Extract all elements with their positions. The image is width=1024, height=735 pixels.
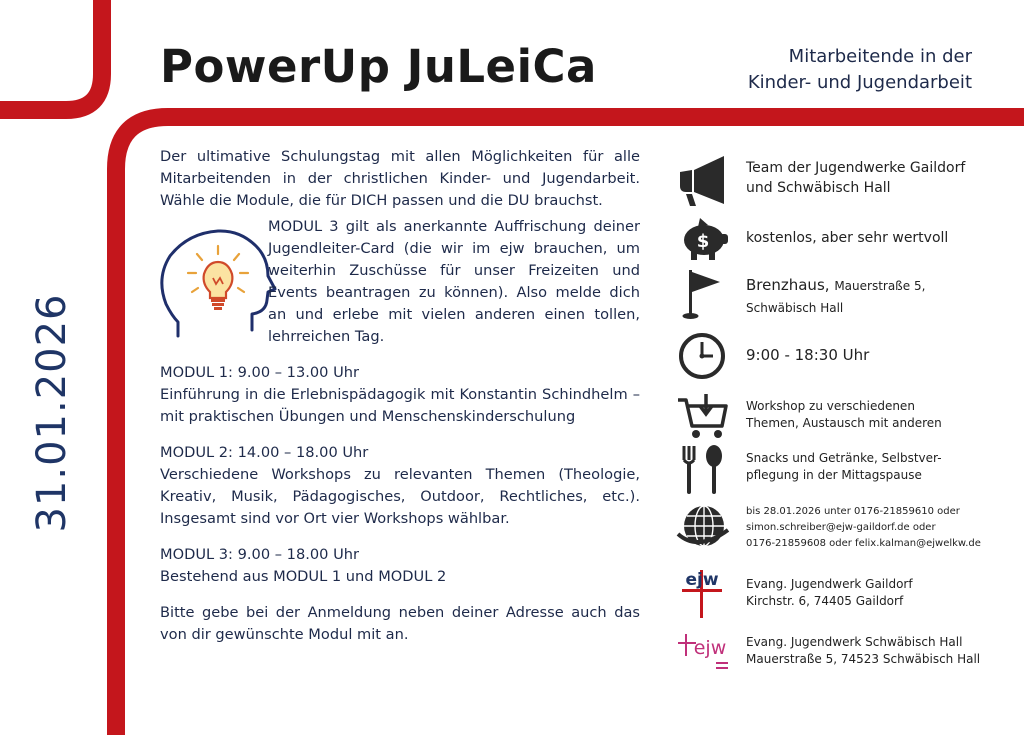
team-text xyxy=(746,158,965,198)
contact-line-3: 0176-21859608 oder felix.kalman@ejwelkw.de xyxy=(746,538,981,549)
org-hall-address: Mauerstraße 5, 74523 Schwäbisch Hall xyxy=(746,652,981,666)
time-text: 9:00 - 18:30 Uhr xyxy=(746,346,870,364)
closing-text: Bitte gebe bei der Anmeldung neben deiner Adresse auch das von dir gewünschte Modul mit an. xyxy=(160,604,640,643)
org-gaildorf-address: Kirchstr. 6, 74405 Gaildorf xyxy=(746,594,904,608)
subtitle-line-2: Kinder- und Jugendarbeit xyxy=(747,72,972,93)
modul2-title: MODUL 2: 14.00 – 18.00 Uhr xyxy=(160,444,369,461)
location-name: Brenzhaus, xyxy=(746,276,830,294)
contact-text xyxy=(746,504,981,552)
piggy-bank-icon xyxy=(676,210,732,266)
location-text xyxy=(746,274,925,319)
workshop-text xyxy=(746,398,942,432)
modul3-title: MODUL 3: 9.00 – 18.00 Uhr xyxy=(160,546,360,563)
contact-line-1: bis 28.01.2026 unter 0176-21859610 oder xyxy=(746,506,960,517)
cost-text: kostenlos, aber sehr wertvoll xyxy=(746,230,949,246)
frame-top-left-curve xyxy=(0,0,102,110)
team-line-1: Team der Jugendwerke Gaildorf xyxy=(746,160,966,176)
location-street: Mauerstraße 5, xyxy=(834,279,926,293)
contact-line-2: simon.schreiber@ejw-gaildorf.de oder xyxy=(746,522,936,533)
org-gaildorf-text xyxy=(746,576,913,610)
modul1-title: MODUL 1: 9.00 – 13.00 Uhr xyxy=(160,364,360,381)
megaphone-icon xyxy=(676,152,732,208)
org-gaildorf-name: Evang. Jugendwerk Gaildorf xyxy=(746,577,913,591)
modul1-text: Einführung in die Erlebnispädagogik mit Konstantin Schindhelm – mit praktischen Übungen und Menschenskinderschulung xyxy=(160,386,640,425)
page-title: PowerUp JuLeiCa xyxy=(160,40,597,93)
subtitle-line-1: Mitarbeitende in der xyxy=(788,46,972,67)
ejw-hall-logo xyxy=(676,626,732,682)
clock-icon xyxy=(676,328,732,384)
workshop-line-2: Themen, Austausch mit anderen xyxy=(746,416,942,430)
cart-download-icon xyxy=(676,390,732,446)
modul2-text: Verschiedene Workshops zu relevanten Themen (Theologie, Kreativ, Musik, Pädagogisches, Outdoor, Rechtliches, etc.). Insgesamt sind vor Ort vier Workshops wählbar. xyxy=(160,466,640,527)
page-subtitle xyxy=(748,44,972,96)
intro-text: Der ultimative Schulungstag mit allen Möglichkeiten für alle Mitarbeitenden in der christlichen Kinder- und Jugendarbeit. Wähle die Module, die für DICH passen und die DU brauchst. xyxy=(160,148,640,209)
svg-text:$: $ xyxy=(696,231,710,252)
fork-spoon-icon xyxy=(676,442,732,498)
ejw-gaildorf-logo xyxy=(676,566,732,622)
org-hall-name: Evang. Jugendwerk Schwäbisch Hall xyxy=(746,635,963,649)
head-lightbulb-icon xyxy=(158,218,282,342)
org-hall-text xyxy=(746,634,980,668)
location-city: Schwäbisch Hall xyxy=(746,301,844,315)
ejw-hall-logo-text: ejw xyxy=(693,637,727,659)
globe-icon xyxy=(676,500,732,556)
food-text xyxy=(746,450,942,484)
modul3-note-block xyxy=(160,216,640,345)
ejw-logo-text: ejw xyxy=(685,570,719,590)
description-column xyxy=(160,146,640,661)
location-line-1 xyxy=(746,274,925,297)
modul3-text: Bestehend aus MODUL 1 und MODUL 2 xyxy=(160,568,447,585)
food-line-2: pflegung in der Mittagspause xyxy=(746,468,922,482)
modul3-note-text: MODUL 3 gilt als anerkannte Auffrischung deiner Jugendleiter-Card (die wir im ejw brauchen, um weiterhin Zuschüsse für unser Freizeiten und Events beantragen zu können). Also melde dich an und erlebe mit vielen anderen einen tollen, lehrreichen Tag. xyxy=(268,218,640,345)
team-line-2: und Schwäbisch Hall xyxy=(746,180,891,196)
golf-flag-icon xyxy=(676,266,732,322)
event-date: 31.01.2026 xyxy=(29,293,75,533)
food-line-1: Snacks und Getränke, Selbstver- xyxy=(746,451,942,465)
workshop-line-1: Workshop zu verschiedenen xyxy=(746,399,915,413)
